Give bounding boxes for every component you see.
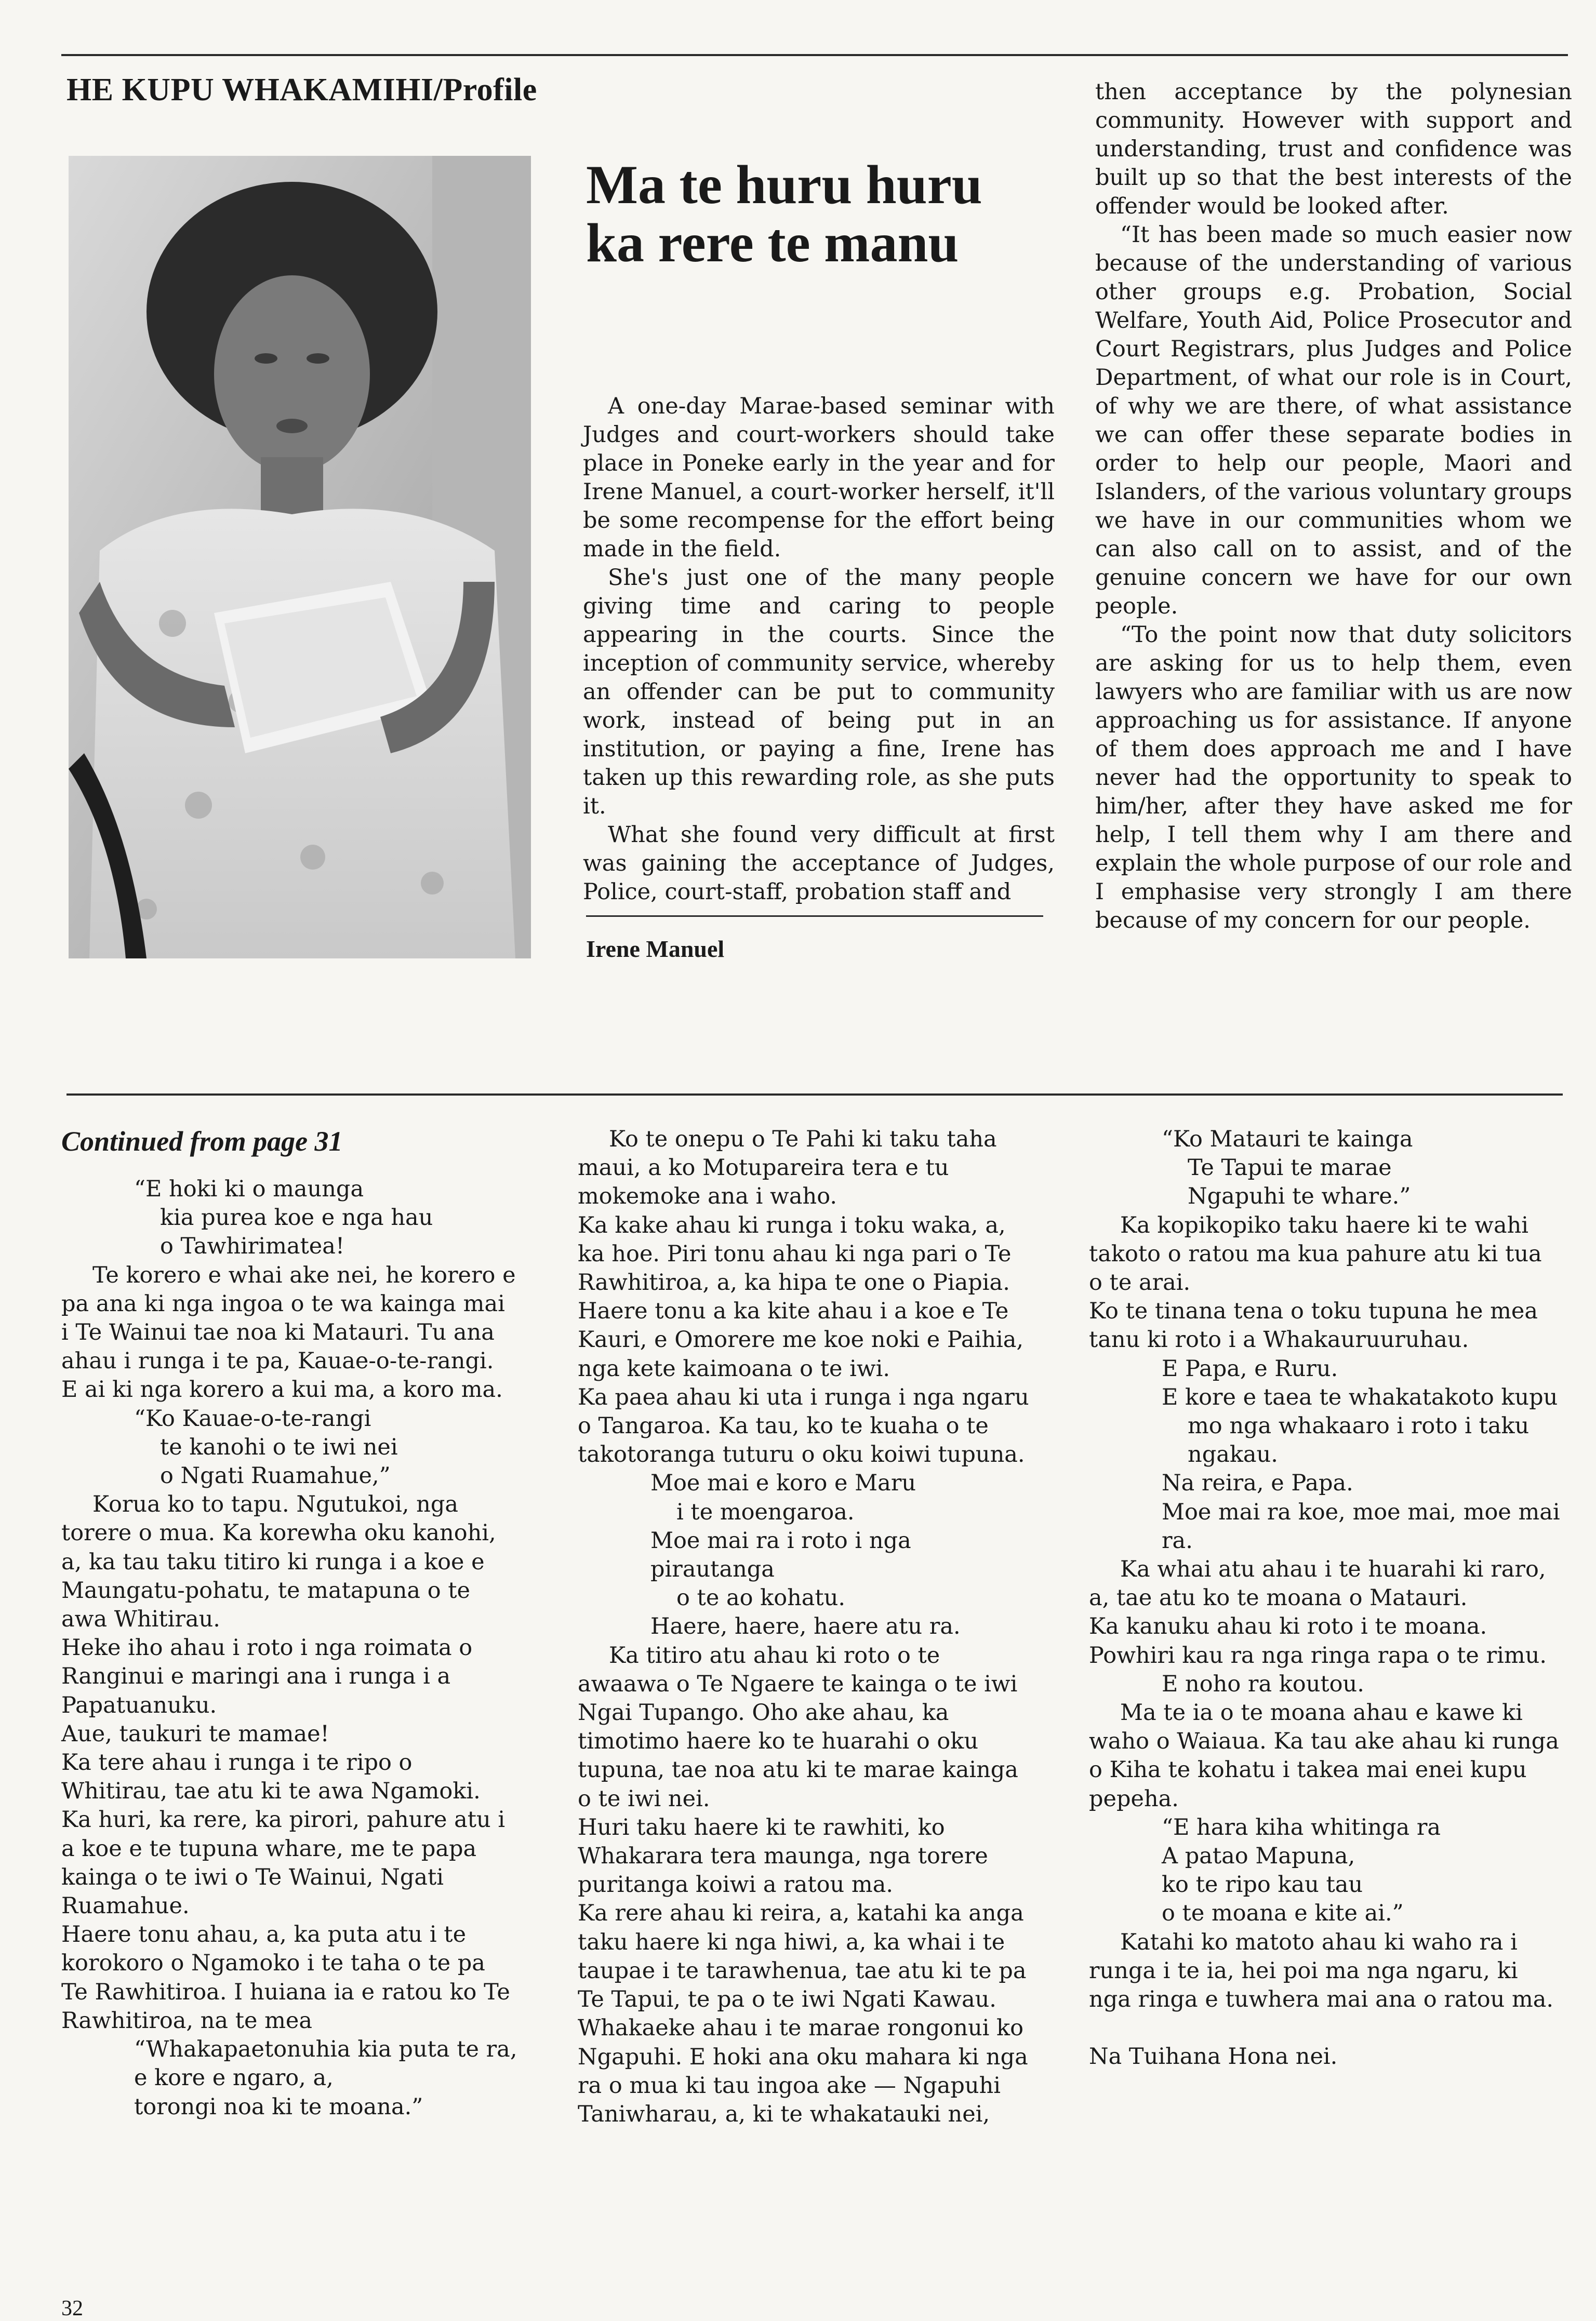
section-label: HE KUPU WHAKAMIHI/Profile (66, 72, 537, 108)
text-line: Ma te ia o te moana ahau e kawe ki waho o Waiaua. Ka tau ake ahau ki runga o Kiha te kohatu i takea mai enei kupu pepeha. (1089, 1700, 1559, 1812)
text-line: A patao Mapuna, (1162, 1843, 1355, 1870)
text-line: kia purea koe e nga hau (160, 1205, 433, 1231)
text-line: E kore e taea te whakatakoto kupu (1162, 1384, 1558, 1410)
text-line: Haere tonu ahau, a, ka puta atu i te korokoro o Ngamoko i te taha o te pa Te Rawhitiroa. I huiana ia e ratou ko Te Rawhitiroa, na te mea (61, 1922, 510, 2034)
text-line: Na Tuihana Hona nei. (1089, 2044, 1338, 2070)
portrait-illustration (69, 156, 531, 958)
text-line: Te Tapui te marae (1188, 1155, 1392, 1181)
text-line: e kore e ngaro, a, (134, 2065, 334, 2091)
text-line: mo nga whakaaro i roto i taku ngakau. (1188, 1413, 1530, 1468)
text-line: Ka titiro atu ahau ki roto o te awaawa o Te Ngaere te kainga o te iwi Ngai Tupango. Oho ake ahau, ka timotimo haere ko te huarahi o oku tupuna, tae noa atu ki te marae kainga o te iwi nei. (578, 1642, 1018, 1812)
continued-column-1 (61, 1175, 518, 2122)
text-line: Ka huri, ka rere, ka pirori, pahure atu i a koe e te tupuna whare, me te papa kainga o te iwi o Te Wainui, Ngati Ruamahue. (61, 1807, 506, 1919)
paragraph: She's just one of the many people giving time and caring to people appearing in the courts. Since the inception of community service, whereby an offender can be put to community work, instead of being put in an institution, or paying a fine, Irene has taken up this rewarding role, as she puts it. (583, 565, 1055, 819)
portrait-photo (69, 156, 531, 958)
text-line: Moe mai ra i roto i nga pirautanga (650, 1527, 911, 1583)
text-line: “Whakapaetonuhia kia puta te ra, (134, 2036, 517, 2063)
text-line: i te moengaroa. (676, 1499, 855, 1525)
middle-rule (66, 1093, 1563, 1096)
paragraph: “To the point now that duty solicitors are asking for us to help them, even lawyers who are familiar with us are now approaching us for assistance. If anyone of them does approach me and I have never had the opportunity to speak to him/her, after they have asked me for help, I tell them why I am there and explain the whole purpose of our role and I emphasise very strongly I am there because of my concern for our people. (1095, 622, 1572, 933)
paragraph: What she found very difficult at first was gaining the acceptance of Judges, Police, court-staff, probation staff and (583, 822, 1055, 905)
text-line: Te korero e whai ake nei, he korero e pa ana ki nga ingoa o te wa kainga mai i Te Wainui tae noa ki Matauri. Tu ana ahau i runga i te pa, Kauae-o-te-rangi. (61, 1262, 516, 1375)
text-line: Katahi ko matoto ahau ki waho ra i runga i te ia, hei poi ma nga ngaru, ki nga ringa e tuwhera mai ana o ratou ma. (1089, 1929, 1554, 2013)
text-line: o Tawhirimatea! (160, 1233, 345, 1260)
spacer (1089, 2014, 1562, 2043)
text-line: “E hara kiha whitinga ra (1162, 1814, 1441, 1840)
text-line: E noho ra koutou. (1162, 1671, 1364, 1697)
text-line: E ai ki nga korero a kui ma, a koro ma. (61, 1377, 503, 1403)
text-line: “Ko Matauri te kainga (1162, 1126, 1413, 1152)
top-rule (61, 54, 1568, 56)
page-number: 32 (61, 2297, 83, 2320)
text-line: Korua ko to tapu. Ngutukoi, nga torere o mua. Ka korewha oku kanohi, a, ka tau taku titiro ki runga i a koe e Maungatu-pohatu, te matapuna o te awa Whitirau. (61, 1491, 496, 1633)
photo-caption: Irene Manuel (586, 936, 725, 962)
text-line: ko te ripo kau tau (1162, 1872, 1363, 1898)
profile-column-right (1095, 78, 1572, 935)
text-line: Ka whai atu ahau i te huarahi ki raro, a, tae atu ko te moana o Matauri. (1089, 1556, 1546, 1611)
text-line: Ka rere ahau ki reira, a, katahi ka anga taku haere ki nga hiwi, a, ka whai i te taupae i te tarawhenua, tae atu ki te pa Te Tapui, te pa o te iwi Ngati Kawau. Whakaeke ahau i te marae rongonui ko Ngapuhi. E hoki ana oku mahara ki nga ra o mua ki tau ingoa ake — Ngapuhi Taniwharau, a, ki te whakatauki nei, (578, 1900, 1028, 2127)
text-line: Na reira, e Papa. (1162, 1470, 1353, 1497)
text-line: Haere, haere, haere atu ra. (650, 1613, 961, 1640)
text-line: o te moana e kite ai.” (1162, 1900, 1404, 1927)
text-line: Ko te onepu o Te Pahi ki taku taha maui, a ko Motupareira tera e tu mokemoke ana i waho. (578, 1126, 997, 1210)
text-line: o te ao kohatu. (676, 1585, 846, 1611)
text-line: Heke iho ahau i roto i nga roimata o Ranginui e maringi ana i runga i a Papatuanuku. (61, 1635, 473, 1718)
text-line: Aue, taukuri te mamae! (61, 1720, 329, 1747)
text-line: Moe mai e koro e Maru (650, 1470, 916, 1497)
text-line: Ngapuhi te whare.” (1188, 1183, 1411, 1210)
text-line: Ka tere ahau i runga i te ripo o Whitirau, tae atu ki te awa Ngamoki. (61, 1750, 481, 1805)
continued-label: Continued from page 31 (61, 1126, 343, 1157)
text-line: o Ngati Ruamahue,” (160, 1463, 391, 1489)
paragraph: then acceptance by the polynesian community. However with support and understanding, trust and confidence was built up so that the best interests of the offender would be looked after. (1095, 79, 1572, 219)
text-line: Moe mai ra koe, moe mai, moe mai ra. (1162, 1499, 1560, 1554)
continued-column-2 (578, 1125, 1035, 2129)
text-line: Ka kake ahau ki runga i toku waka, a, ka hoe. Piri tonu ahau ki nga pari o Te Rawhitiroa, a, ka hipa te one o Piapia. Haere tonu a ka kite ahau i a koe e Te Kauri, e Omorere me koe noki e Paihia, nga kete kaimoana o te iwi. (578, 1212, 1024, 1382)
article-headline: Ma te huru huru ka rere te manu (586, 154, 982, 273)
text-line: “E hoki ki o maunga (134, 1176, 364, 1202)
paragraph: A one-day Marae-based seminar with Judges and court-workers should take place in Poneke early in the year and for Irene Manuel, a court-worker herself, it'll be some recompense for the effort being made in the field. (583, 393, 1055, 562)
text-line: Ka kanuku ahau ki roto i te moana. Powhiri kau ra nga ringa rapa o te rimu. (1089, 1613, 1547, 1669)
continued-column-3 (1089, 1125, 1562, 2072)
text-line: E Papa, e Ruru. (1162, 1355, 1338, 1382)
text-line: Ka paea ahau ki uta i runga i nga ngaru o Tangaroa. Ka tau, ko te kuaha o te takotoranga tuturu o oku koiwi tupuna. (578, 1384, 1029, 1468)
text-line: “Ko Kauae-o-te-rangi (134, 1405, 371, 1432)
text-line: Ka kopikopiko taku haere ki te wahi takoto o ratou ma kua pahure atu ki tua o te arai. (1089, 1212, 1542, 1296)
text-line: Huri taku haere ki te rawhiti, ko Whakarara tera maunga, nga torere puritanga koiwi a ratou ma. (578, 1814, 988, 1898)
profile-column-left (583, 392, 1055, 906)
caption-rule (586, 915, 1043, 917)
text-line: torongi noa ki te moana.” (134, 2093, 423, 2120)
text-line: te kanohi o te iwi nei (160, 1434, 398, 1460)
paragraph: “It has been made so much easier now because of the understanding of various other groups e.g. Probation, Social Welfare, Youth Aid, Police Prosecutor and Court Registrars, plus Judges and Police Department, of what our role is in Court, of why we are there, of what assistance we can offer these separate bodies in order to help our people, Maori and Islanders, of the various voluntary groups we have in our communities whom we can also call on to assist, and of the genuine concern we have for our own people. (1095, 222, 1572, 619)
text-line: Ko te tinana tena o toku tupuna he mea tanu ki roto i a Whakauruuruhau. (1089, 1298, 1538, 1353)
